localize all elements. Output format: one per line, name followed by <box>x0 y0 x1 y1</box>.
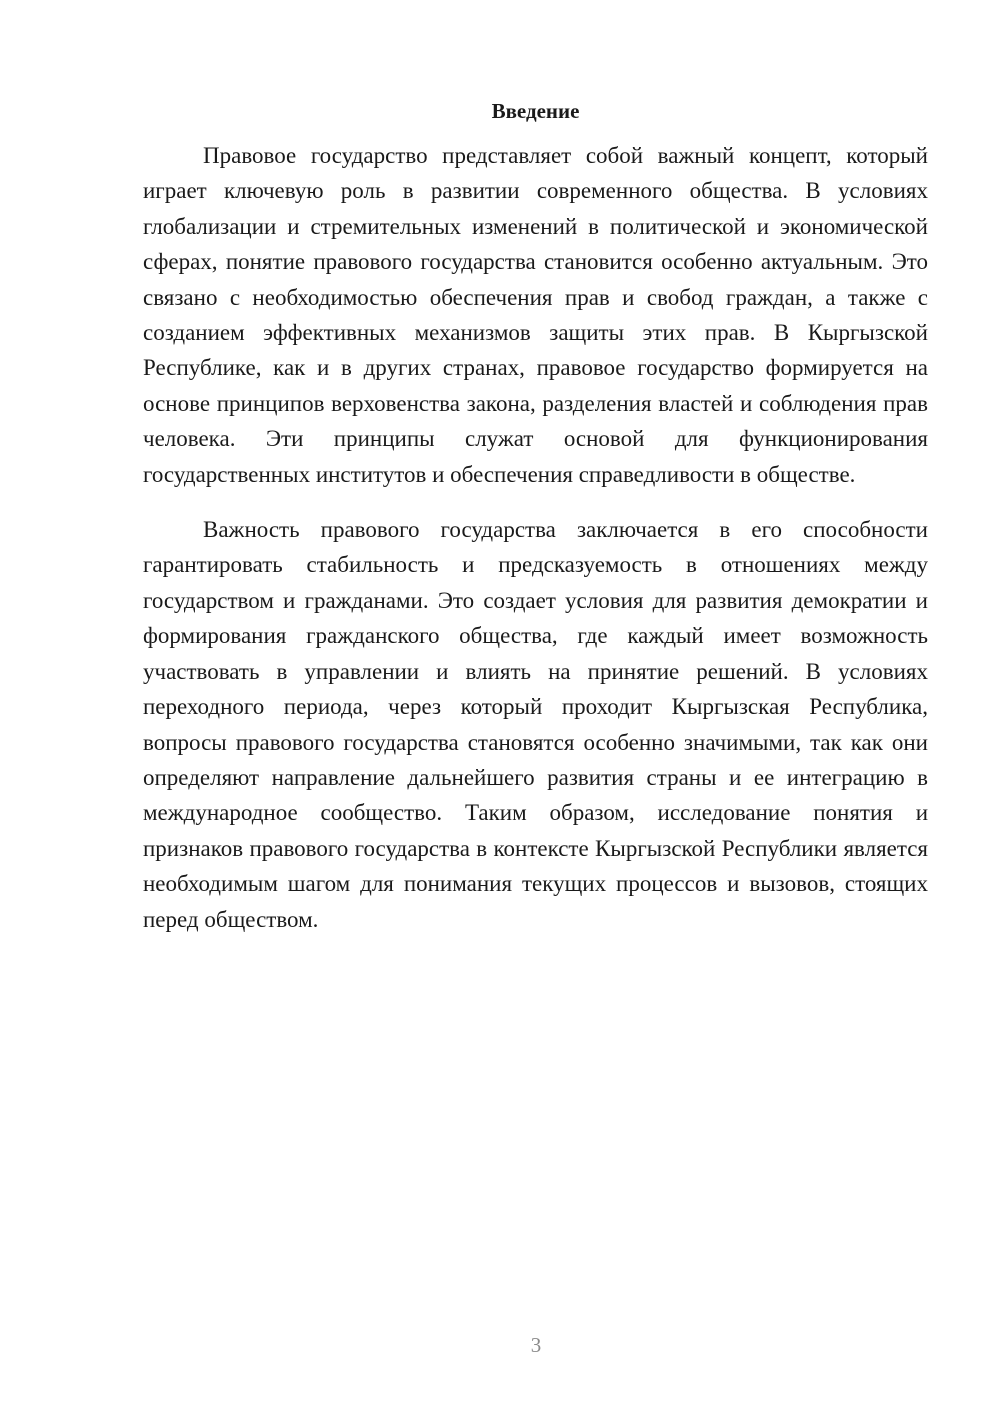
paragraph-1: Правовое государство представляет собой важный концепт, который играет ключевую роль в развитии современного общества. В условиях глобализации и стремительных изменений в политической и экономической сферах, понятие правового государства становится особенно актуальным. Это связано с необходимостью обеспечения прав и свобод граждан, а также с созданием эффективных механизмов защиты этих прав. В Кыргызской Республике, как и в других странах, правовое государство формируется на основе принципов верховенства закона, разделения властей и соблюдения прав человека. Эти принципы служат основой для функционирования государственных институтов и обеспечения справедливости в обществе. <box>143 143 928 487</box>
paragraph-2: Важность правового государства заключается в его способности гарантировать стабильность и предсказуемость в отношениях между государством и гражданами. Это создает условия для развития демократии и формирования гражданского общества, где каждый имеет возможность участвовать в управлении и влиять на принятие решений. В условиях переходного периода, через который проходит Кыргызская Республика, вопросы правового государства становятся особенно значимыми, так как они определяют направление дальнейшего развития страны и ее интеграцию в международное сообщество. Таким образом, исследование понятия и признаков правового государства в контексте Кыргызской Республики является необходимым шагом для понимания текущих процессов и вызовов, стоящих перед обществом. <box>143 517 928 932</box>
section-title: Введение <box>491 99 580 123</box>
page-content <box>143 96 928 937</box>
page-number: 3 <box>530 1333 542 1357</box>
